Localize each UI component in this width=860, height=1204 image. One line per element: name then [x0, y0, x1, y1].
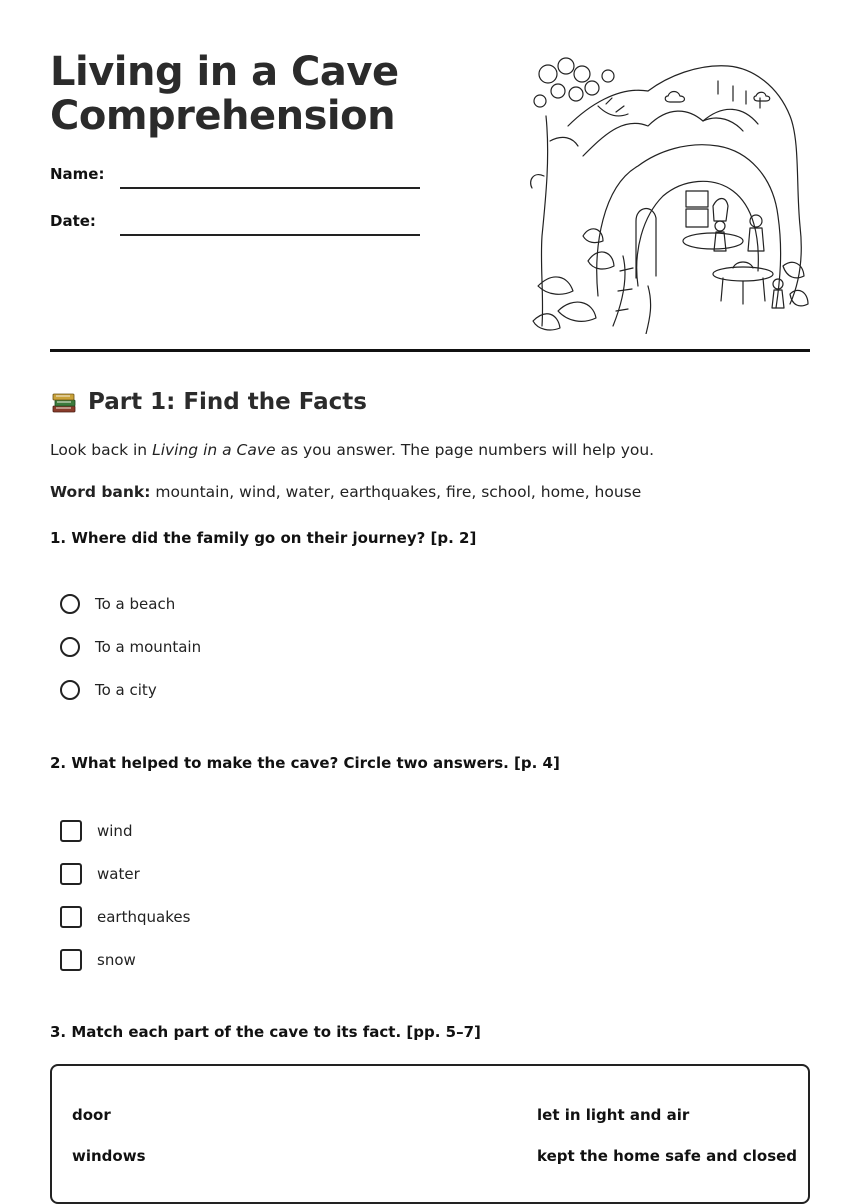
intro-text-before: Look back in — [50, 441, 153, 459]
matching-box — [50, 1064, 810, 1204]
intro-text-after: as you answer. The page numbers will help you. — [275, 441, 655, 459]
title-line-2: Comprehension — [50, 93, 396, 139]
name-label: Name: — [50, 165, 105, 183]
q2-option-1-label: wind — [97, 822, 133, 840]
worksheet-title — [50, 50, 399, 138]
name-field-line[interactable] — [120, 187, 420, 189]
title-line-1: Living in a Cave — [50, 49, 399, 95]
books-icon — [50, 388, 78, 416]
word-bank — [50, 483, 641, 501]
q1-option-3-label: To a city — [95, 681, 157, 699]
word-bank-label: Word bank: — [50, 483, 151, 501]
q1-option-1-label: To a beach — [95, 595, 176, 613]
q2-option-1[interactable] — [60, 820, 132, 842]
part1-heading — [50, 388, 367, 416]
q2-option-4[interactable] — [60, 949, 136, 971]
cave-illustration — [528, 46, 812, 334]
match-left-item[interactable]: windows — [72, 1147, 146, 1165]
header-divider — [50, 349, 810, 352]
q2-option-3[interactable] — [60, 906, 190, 928]
question-3: 3. Match each part of the cave to its fact. [pp. 5–7] — [50, 1023, 481, 1041]
q1-option-2[interactable] — [60, 637, 201, 657]
checkbox-square-icon[interactable] — [60, 906, 82, 928]
match-left-item[interactable]: door — [72, 1106, 111, 1124]
checkbox-square-icon[interactable] — [60, 863, 82, 885]
radio-circle-icon[interactable] — [60, 594, 80, 614]
part1-heading-text: Part 1: Find the Facts — [88, 389, 367, 415]
q1-option-2-label: To a mountain — [95, 638, 202, 656]
word-bank-words: mountain, wind, water, earthquakes, fire, school, home, house — [150, 483, 642, 501]
q2-option-2[interactable] — [60, 863, 140, 885]
question-2: 2. What helped to make the cave? Circle two answers. [p. 4] — [50, 754, 560, 772]
q1-option-1[interactable] — [60, 594, 175, 614]
part1-intro — [50, 441, 654, 459]
q2-option-3-label: earthquakes — [97, 908, 191, 926]
date-label: Date: — [50, 212, 96, 230]
checkbox-square-icon[interactable] — [60, 820, 82, 842]
q2-option-4-label: snow — [97, 951, 136, 969]
checkbox-square-icon[interactable] — [60, 949, 82, 971]
radio-circle-icon[interactable] — [60, 680, 80, 700]
q1-option-3[interactable] — [60, 680, 157, 700]
question-1: 1. Where did the family go on their journey? [p. 2] — [50, 529, 477, 547]
book-title: Living in a Cave — [152, 441, 276, 459]
match-right-item[interactable]: let in light and air — [537, 1106, 690, 1124]
radio-circle-icon[interactable] — [60, 637, 80, 657]
match-right-item[interactable]: kept the home safe and closed — [537, 1147, 798, 1165]
date-field-line[interactable] — [120, 234, 420, 236]
q2-option-2-label: water — [97, 865, 140, 883]
